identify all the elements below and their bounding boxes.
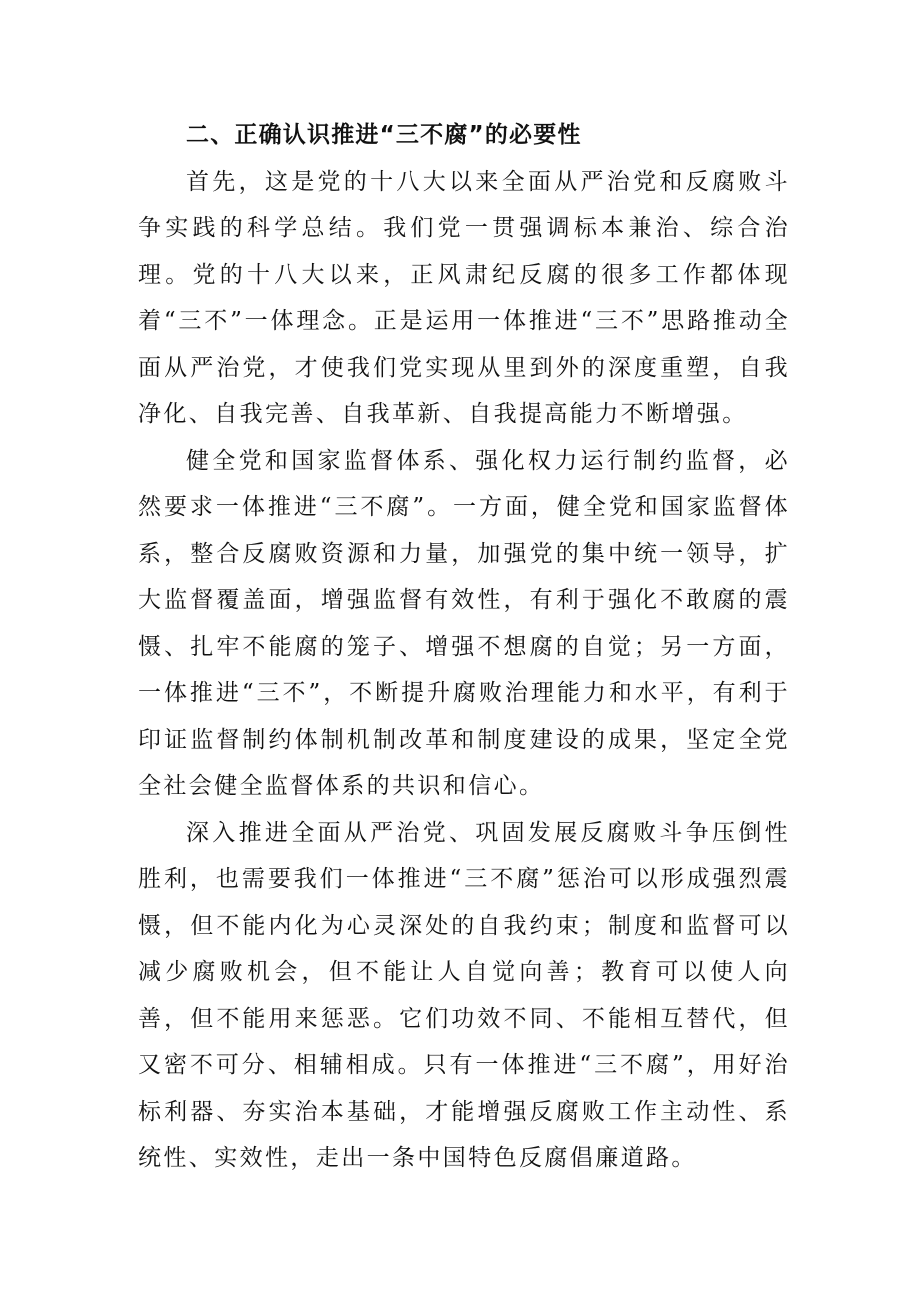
document-body [138,112,790,1182]
section-heading: 二、正确认识推进“三不腐”的必要性 [186,122,582,148]
paragraph-1: 首先，这是党的十八大以来全面从严治党和反腐败斗争实践的科学总结。我们党一贯强调标本兼治、综合治理。党的十八大以来，正风肃纪反腐的很多工作都体现着“三不”一体理念。正是运用一体推进“三不”思路推动全面从严治党，才使我们党实现从里到外的深度重塑，自我净化、自我完善、自我革新、自我提高能力不断增强。 [138,168,790,427]
paragraph-3: 深入推进全面从严治党、巩固发展反腐败斗争压倒性胜利，也需要我们一体推进“三不腐”惩治可以形成强烈震慑，但不能内化为心灵深处的自我约束；制度和监督可以减少腐败机会，但不能让人自觉向善；教育可以使人向善，但不能用来惩恶。它们功效不同、不能相互替代，但又密不可分、相辅相成。只有一体推进“三不腐”，用好治标利器、夯实治本基础，才能增强反腐败工作主动性、系统性、实效性，走出一条中国特色反腐倡廉道路。 [138,819,790,1171]
paragraph-2: 健全党和国家监督体系、强化权力运行制约监督，必然要求一体推进“三不腐”。一方面，健全党和国家监督体系，整合反腐败资源和力量，加强党的集中统一领导，扩大监督覆盖面，增强监督有效性，有利于强化不敢腐的震慑、扎牢不能腐的笼子、增强不想腐的自觉；另一方面，一体推进“三不”，不断提升腐败治理能力和水平，有利于印证监督制约体制机制改革和制度建设的成果，坚定全党全社会健全监督体系的共识和信心。 [138,447,790,799]
